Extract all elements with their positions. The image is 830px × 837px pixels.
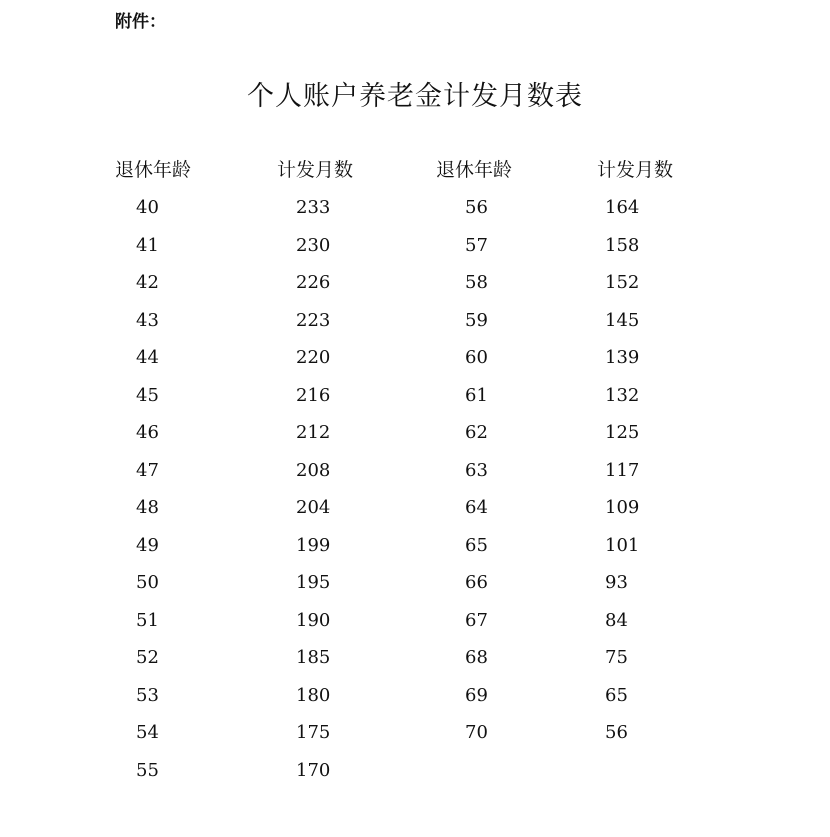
cell-payout-months-left: 190 xyxy=(296,609,331,631)
cell-retirement-age-left: 41 xyxy=(136,234,159,256)
cell-retirement-age-right: 65 xyxy=(465,534,488,556)
cell-payout-months-left: 185 xyxy=(296,647,331,668)
cell-retirement-age-right: 63 xyxy=(465,459,488,481)
cell-retirement-age-left: 47 xyxy=(136,459,159,481)
cell-retirement-age-left: 40 xyxy=(136,197,159,218)
cell-retirement-age-right: 61 xyxy=(465,384,488,406)
cell-retirement-age-left: 46 xyxy=(136,422,159,443)
cell-payout-months-left: 199 xyxy=(296,534,331,556)
table-row xyxy=(0,607,830,645)
table-row xyxy=(0,344,830,382)
cell-retirement-age-right: 66 xyxy=(465,572,488,593)
cell-payout-months-right: 145 xyxy=(605,309,640,331)
cell-retirement-age-right: 57 xyxy=(465,234,488,256)
cell-payout-months-right: 152 xyxy=(605,272,640,293)
cell-retirement-age-left: 54 xyxy=(136,722,159,743)
cell-payout-months-left: 195 xyxy=(296,572,331,593)
cell-retirement-age-left: 48 xyxy=(136,497,159,518)
cell-payout-months-right: 84 xyxy=(605,609,628,631)
cell-payout-months-left: 220 xyxy=(296,347,331,368)
cell-payout-months-left: 204 xyxy=(296,497,331,518)
cell-retirement-age-left: 53 xyxy=(136,684,159,706)
cell-retirement-age-left: 49 xyxy=(136,534,159,556)
cell-payout-months-right: 56 xyxy=(605,722,628,743)
page-title: 个人账户养老金计发月数表 xyxy=(247,81,583,112)
header-payout-months-left: 计发月数 xyxy=(277,159,354,181)
cell-payout-months-left: 180 xyxy=(296,684,331,706)
cell-retirement-age-right: 69 xyxy=(465,684,488,706)
cell-retirement-age-left: 50 xyxy=(136,572,159,593)
table-row xyxy=(0,719,830,757)
table-row xyxy=(0,382,830,420)
cell-payout-months-right: 164 xyxy=(605,197,640,218)
cell-payout-months-left: 216 xyxy=(296,384,331,406)
header-retirement-age-right: 退休年龄 xyxy=(436,159,513,181)
table-row xyxy=(0,494,830,532)
cell-payout-months-right: 139 xyxy=(605,347,640,368)
table-row xyxy=(0,644,830,682)
cell-payout-months-left: 175 xyxy=(296,722,331,743)
table-row xyxy=(0,419,830,457)
cell-payout-months-left: 212 xyxy=(296,422,331,443)
cell-retirement-age-left: 51 xyxy=(136,609,159,631)
cell-payout-months-left: 170 xyxy=(296,759,331,781)
cell-retirement-age-left: 52 xyxy=(136,647,159,668)
cell-payout-months-right: 93 xyxy=(605,572,628,593)
cell-retirement-age-right: 60 xyxy=(465,347,488,368)
attachment-label: 附件： xyxy=(115,12,166,32)
table-row xyxy=(0,457,830,495)
header-retirement-age-left: 退休年龄 xyxy=(115,159,192,181)
cell-retirement-age-left: 45 xyxy=(136,384,159,406)
table-row xyxy=(0,569,830,607)
cell-retirement-age-right: 68 xyxy=(465,647,488,668)
table-body xyxy=(0,194,830,794)
table-row xyxy=(0,532,830,570)
cell-payout-months-right: 75 xyxy=(605,647,628,668)
cell-retirement-age-right: 58 xyxy=(465,272,488,293)
table-row xyxy=(0,269,830,307)
cell-payout-months-right: 125 xyxy=(605,422,640,443)
cell-retirement-age-right: 70 xyxy=(465,722,488,743)
cell-retirement-age-right: 62 xyxy=(465,422,488,443)
header-payout-months-right: 计发月数 xyxy=(597,159,674,181)
cell-payout-months-left: 233 xyxy=(296,197,331,218)
cell-retirement-age-left: 55 xyxy=(136,759,159,781)
cell-payout-months-right: 109 xyxy=(605,497,640,518)
cell-payout-months-right: 65 xyxy=(605,684,628,706)
cell-payout-months-left: 230 xyxy=(296,234,331,256)
cell-retirement-age-right: 59 xyxy=(465,309,488,331)
table-row xyxy=(0,682,830,720)
table-header xyxy=(0,155,830,185)
table-row xyxy=(0,757,830,795)
cell-payout-months-left: 223 xyxy=(296,309,331,331)
cell-retirement-age-right: 56 xyxy=(465,197,488,218)
cell-retirement-age-right: 64 xyxy=(465,497,488,518)
cell-retirement-age-left: 42 xyxy=(136,272,159,293)
table-row xyxy=(0,307,830,345)
cell-retirement-age-left: 43 xyxy=(136,309,159,331)
cell-payout-months-left: 226 xyxy=(296,272,331,293)
cell-payout-months-right: 158 xyxy=(605,234,640,256)
cell-payout-months-right: 101 xyxy=(605,534,640,556)
cell-retirement-age-left: 44 xyxy=(136,347,159,368)
cell-payout-months-right: 132 xyxy=(605,384,640,406)
table-row xyxy=(0,232,830,270)
table-row xyxy=(0,194,830,232)
cell-payout-months-right: 117 xyxy=(605,459,640,481)
cell-payout-months-left: 208 xyxy=(296,459,331,481)
cell-retirement-age-right: 67 xyxy=(465,609,488,631)
